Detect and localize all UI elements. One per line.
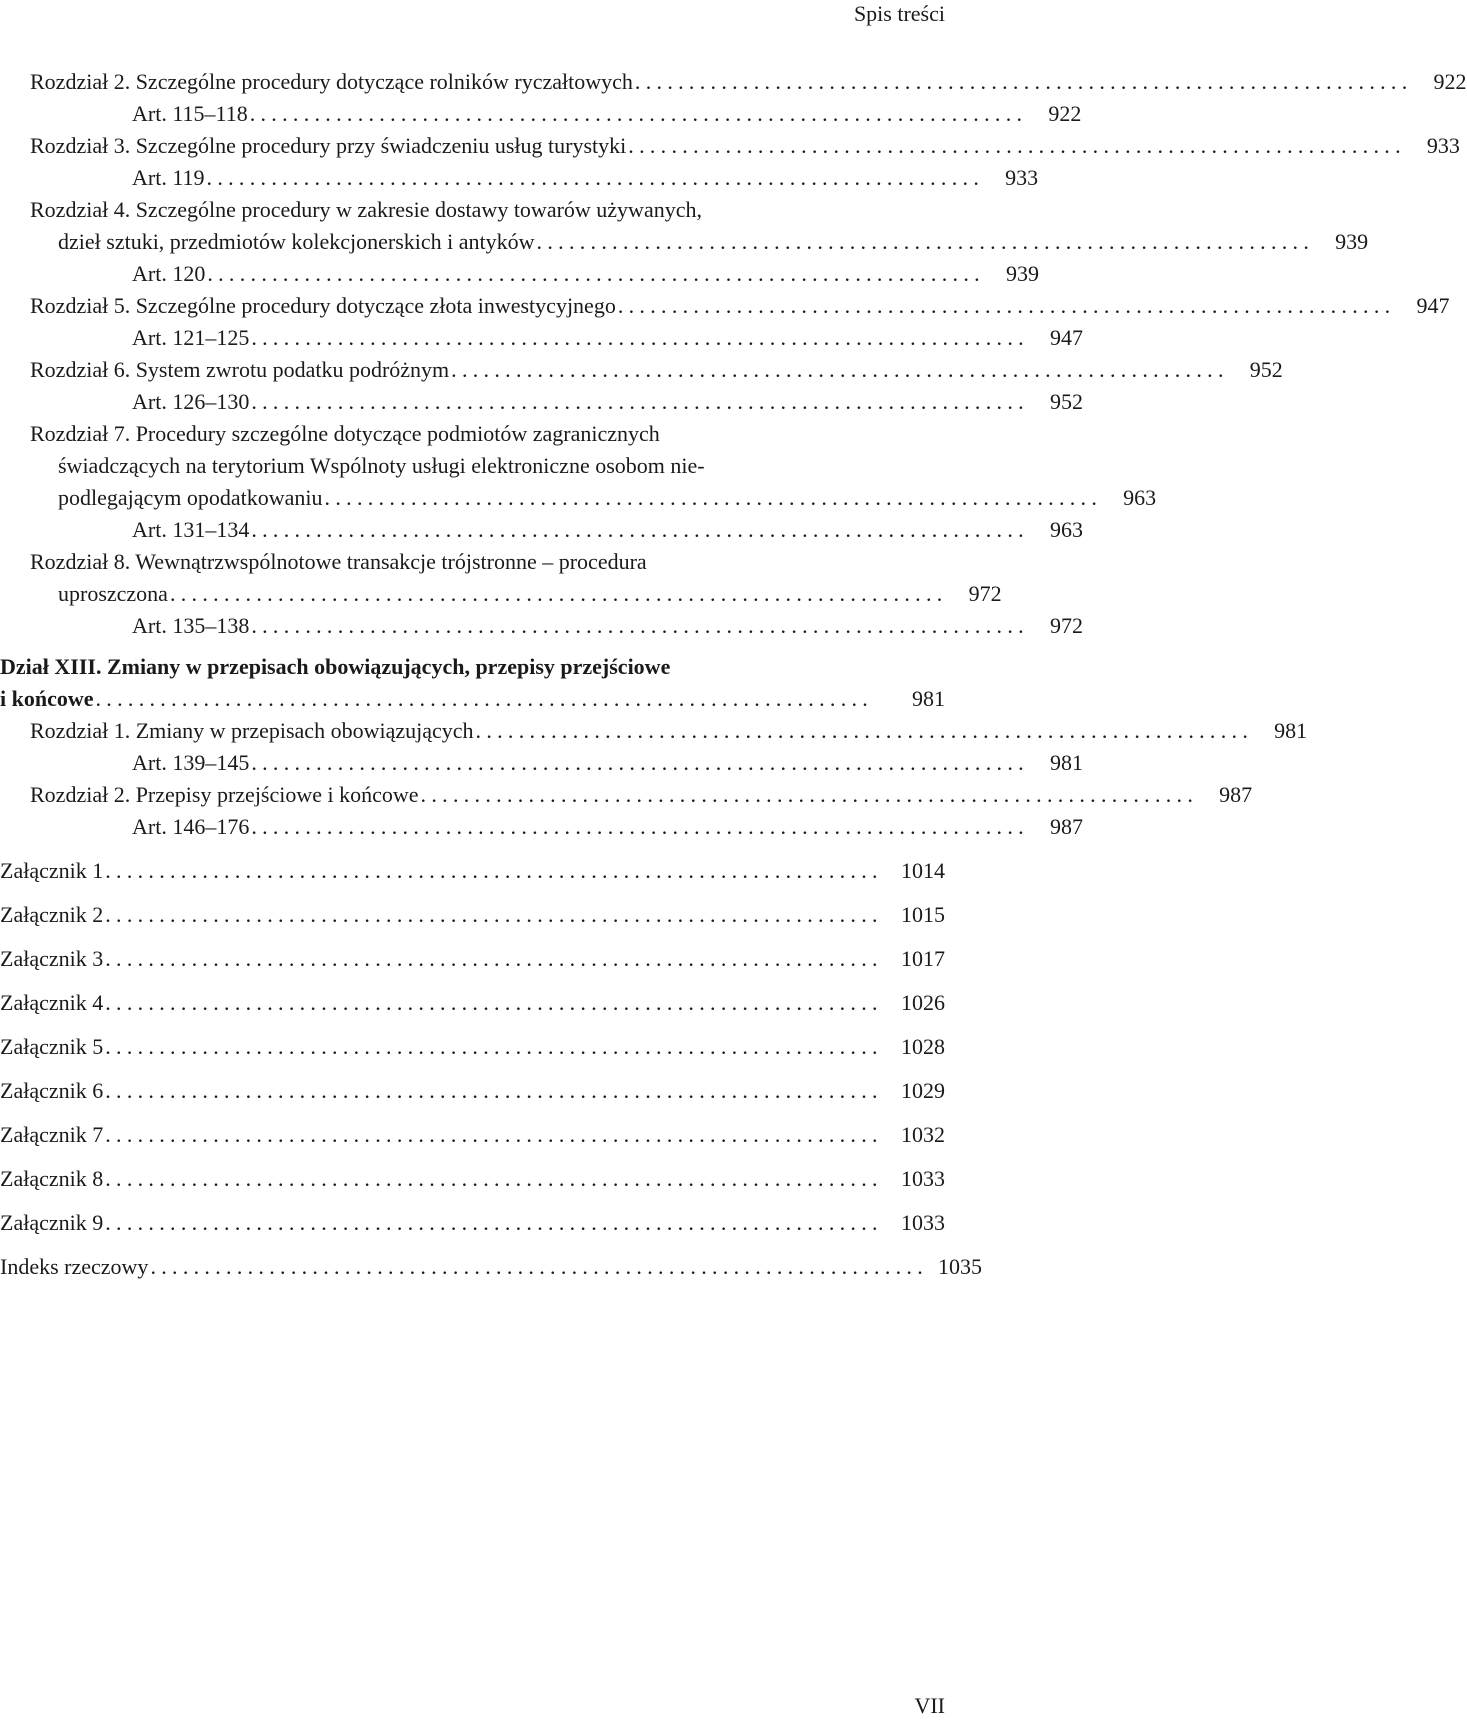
toc-entry-chapter-8[interactable] [0,546,1002,610]
dot-leader: ........................................................................ [105,990,883,1015]
toc-entry-title: Art. 120 [132,261,206,286]
toc-entry-articles[interactable] [0,98,1082,130]
toc-entry-title-line: uproszczona [58,581,168,606]
toc-page-number: 939 [1335,229,1369,254]
toc-entry-articles[interactable] [0,386,1083,418]
toc-entry-appendix-9[interactable] [0,1207,945,1239]
toc-entry-chapter-6[interactable] [0,354,1283,386]
dot-leader: ........................................................................ [251,750,1029,775]
toc-entry-title: Załącznik 8 [0,1166,104,1191]
toc-entry-title: Rozdział 6. System zwrotu podatku podróżnym [30,357,450,382]
toc-page-number: 933 [1426,133,1460,158]
dot-leader: ........................................................................ [105,946,883,971]
toc-page-number: 947 [1049,325,1083,350]
dot-leader: ........................................................................ [206,165,985,190]
toc-entry-title: Załącznik 2 [0,902,104,927]
dot-leader: ........................................................................ [628,133,1406,158]
toc-page-number: 1026 [901,990,945,1015]
toc-entry-articles[interactable] [0,747,1083,779]
toc-entry-appendix-5[interactable] [0,1031,945,1063]
toc-entry-appendix-4[interactable] [0,987,945,1019]
toc-entry-title: Załącznik 9 [0,1210,104,1235]
toc-entry-title-line: Dział XIII. Zmiany w przepisach obowiązujących, przepisy przejściowe [0,654,671,679]
toc-entry-title: Art. 119 [132,165,205,190]
toc-entry-title: Rozdział 2. Przepisy przejściowe i końcowe [30,782,419,807]
toc-entry-title: Art. 115–118 [132,101,248,126]
toc-page-number: 922 [1433,69,1467,94]
toc-page-number: 933 [1005,165,1039,190]
toc-entry-title: Art. 121–125 [132,325,250,350]
toc-entry-appendix-3[interactable] [0,943,945,975]
toc-entry-articles[interactable] [0,811,1083,843]
toc-page-number: 1017 [901,946,945,971]
toc-entry-chapter-1[interactable] [0,715,1308,747]
toc-entry-title: Art. 135–138 [132,613,250,638]
toc-page-number: 922 [1048,101,1082,126]
dot-leader: ........................................................................ [169,581,948,606]
dot-leader: ........................................................................ [105,1210,883,1235]
toc-entry-subject-index[interactable] [0,1251,983,1283]
toc-entry-chapter-7[interactable] [0,418,1157,514]
toc-entry-appendix-2[interactable] [0,899,945,931]
dot-leader: ........................................................................ [150,1254,929,1279]
toc-entry-appendix-1[interactable] [0,855,945,887]
toc-page-number: 1032 [901,1122,945,1147]
dot-leader: ........................................................................ [251,389,1029,414]
toc-entry-chapter-5[interactable] [0,290,1450,322]
dot-leader: ........................................................................ [420,782,1199,807]
toc-entry-division-13[interactable] [0,651,960,715]
toc-page-number: 1035 [938,1254,983,1279]
dot-leader: ........................................................................ [105,1034,883,1059]
toc-page-number: 952 [1249,357,1283,382]
toc-page-number: 981 [912,686,945,711]
dot-leader: ........................................................................ [634,69,1413,94]
toc-page-number: 987 [1219,782,1253,807]
toc-entry-title: Indeks rzeczowy [0,1254,149,1279]
dot-leader: ........................................................................ [207,261,985,286]
dot-leader: ........................................................................ [475,718,1254,743]
toc-entry-title: Załącznik 5 [0,1034,104,1059]
toc-page-number: 987 [1049,814,1083,839]
toc-entry-title: Rozdział 5. Szczególne procedury dotyczące złota inwestycyjnego [30,293,616,318]
dot-leader: ........................................................................ [251,325,1029,350]
toc-page-number: 1029 [901,1078,945,1103]
toc-entry-title: Rozdział 1. Zmiany w przepisach obowiązujących [30,718,474,743]
dot-leader: ........................................................................ [249,101,1028,126]
toc-page-number: 981 [1274,718,1308,743]
toc-page-number: 1033 [901,1210,945,1235]
toc-entry-title: Art. 139–145 [132,750,250,775]
toc-page-number: 1028 [901,1034,945,1059]
toc-entry-chapter-2[interactable] [0,66,1467,98]
toc-entry-title: Załącznik 1 [0,858,104,883]
running-header: Spis treści [853,1,945,26]
toc-entry-title: Art. 146–176 [132,814,250,839]
dot-leader: ........................................................................ [105,1166,883,1191]
toc-entry-title: Załącznik 3 [0,946,104,971]
toc-entry-articles[interactable] [0,322,1083,354]
toc-entry-articles[interactable] [0,258,1039,290]
toc-entry-chapter-3[interactable] [0,130,1460,162]
toc-page-number: 1015 [901,902,945,927]
toc-entry-title: Rozdział 3. Szczególne procedury przy świadczeniu usług turystyki [30,133,627,158]
dot-leader: ........................................................................ [617,293,1396,318]
dot-leader: ........................................................................ [251,613,1029,638]
toc-page-number: 939 [1005,261,1039,286]
toc-entry-title-line: Rozdział 4. Szczególne procedury w zakresie dostawy towarów używanych, [30,197,702,222]
toc-page-number: 972 [968,581,1002,606]
toc-entry-appendix-8[interactable] [0,1163,945,1195]
toc-entry-articles[interactable] [0,514,1083,546]
dot-leader: ........................................................................ [105,1078,883,1103]
page-number-footer: VII [914,1693,945,1718]
toc-entry-title: Art. 126–130 [132,389,250,414]
toc-entry-title-line: świadczących na terytorium Wspólnoty usługi elektroniczne osobom nie- [58,453,705,478]
toc-entry-title-line: dzieł sztuki, przedmiotów kolekcjonerskich i antyków [58,229,535,254]
toc-entry-articles[interactable] [0,610,1083,642]
toc-entry-title: Załącznik 4 [0,990,104,1015]
toc-entry-title-line: Rozdział 7. Procedury szczególne dotyczące podmiotów zagranicznych [30,421,660,446]
toc-entry-chapter-4[interactable] [0,194,1369,258]
table-of-contents [0,66,1467,1283]
dot-leader: ........................................................................ [251,517,1029,542]
toc-entry-title: Rozdział 2. Szczególne procedury dotyczące rolników ryczałtowych [30,69,633,94]
dot-leader: ........................................................................ [105,1122,883,1147]
toc-page-number: 981 [1049,750,1083,775]
toc-entry-appendix-7[interactable] [0,1119,945,1151]
toc-entry-title: Załącznik 7 [0,1122,104,1147]
toc-entry-title-line: podlegającym opodatkowaniu [58,485,323,510]
dot-leader: ........................................................................ [324,485,1103,510]
dot-leader: ........................................................................ [536,229,1315,254]
toc-entry-title-line: Rozdział 8. Wewnątrzwspólnotowe transakcje trójstronne – procedura [30,549,647,574]
toc-entry-chapter-2[interactable] [0,779,1253,811]
dot-leader: ........................................................................ [105,902,883,927]
dot-leader: ........................................................................ [251,814,1029,839]
dot-leader: ........................................................................ [105,858,883,883]
toc-page-number: 963 [1049,517,1083,542]
toc-entry-title-line: i końcowe [0,686,94,711]
toc-page-number: 1014 [901,858,945,883]
toc-entry-title: Art. 131–134 [132,517,250,542]
toc-entry-appendix-6[interactable] [0,1075,945,1107]
toc-entry-title: Załącznik 6 [0,1078,104,1103]
dot-leader: ........................................................................ [95,686,874,711]
toc-page-number: 972 [1049,613,1083,638]
toc-entry-articles[interactable] [0,162,1039,194]
toc-page-number: 963 [1123,485,1157,510]
toc-page-number: 952 [1049,389,1083,414]
dot-leader: ........................................................................ [451,357,1229,382]
toc-page-number: 947 [1416,293,1450,318]
toc-page-number: 1033 [901,1166,945,1191]
